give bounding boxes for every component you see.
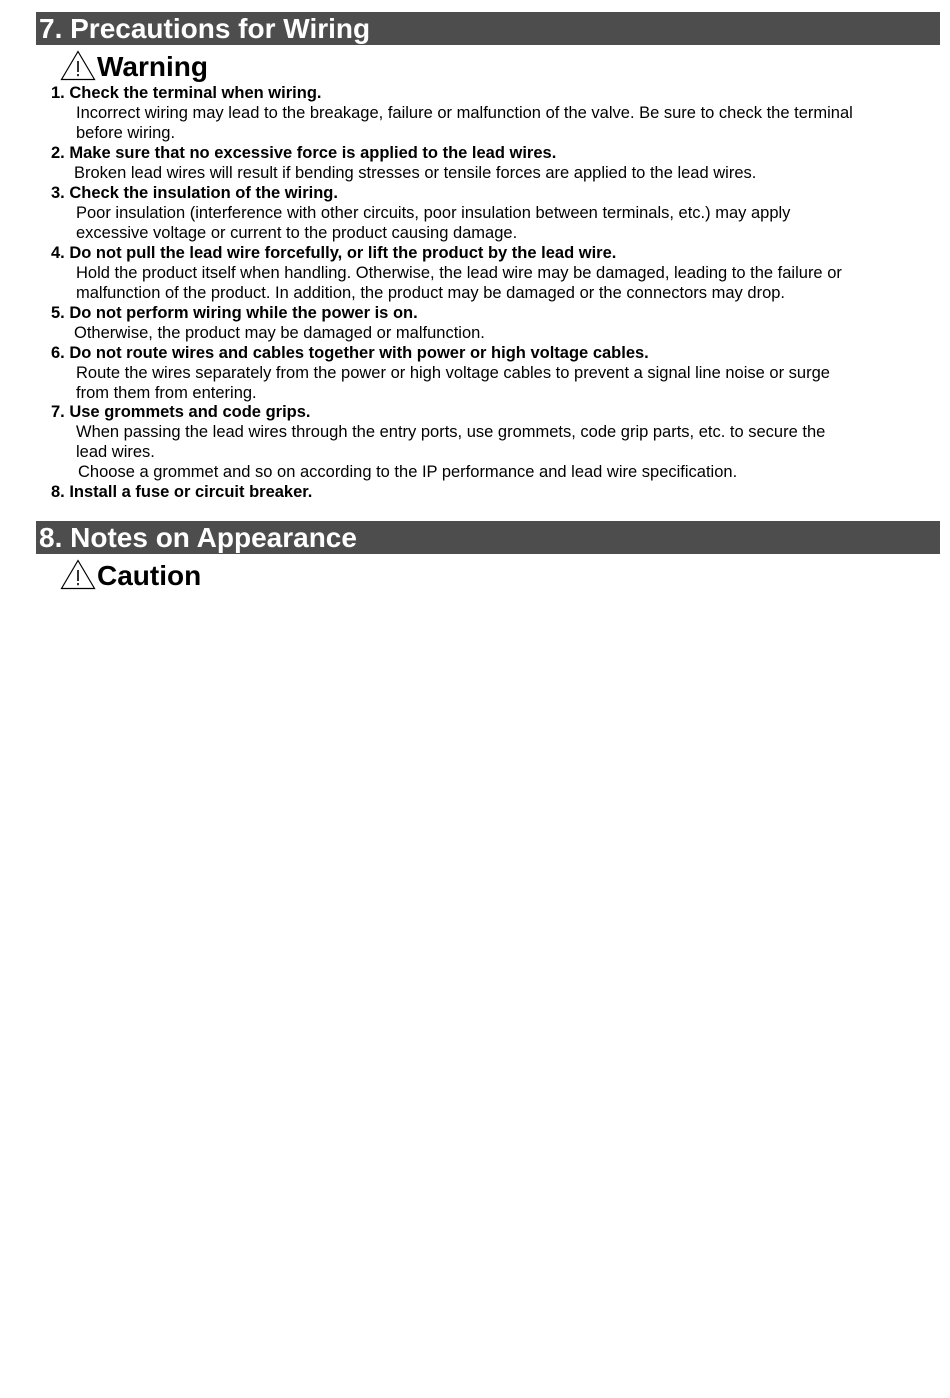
warning-heading — [60, 50, 208, 84]
caution-label: Caution — [97, 560, 202, 591]
precaution-4-text-line-1: Hold the product itself when handling. Otherwise, the lead wire may be damaged, leading to the failure or — [76, 264, 842, 282]
precaution-5-text-line-1: Otherwise, the product may be damaged or malfunction. — [74, 324, 485, 342]
warning-label: Warning — [97, 51, 208, 82]
precaution-3-title: 3. Check the insulation of the wiring. — [51, 184, 338, 202]
precaution-5-title: 5. Do not perform wiring while the power is on. — [51, 304, 418, 322]
precaution-1-text-line-1: Incorrect wiring may lead to the breakage, failure or malfunction of the valve. Be sure to check the terminal — [76, 104, 853, 122]
warning-triangle-icon — [60, 559, 96, 590]
caution-heading — [60, 559, 201, 593]
precaution-6-text-line-1: Route the wires separately from the power or high voltage cables to prevent a signal line noise or surge — [76, 364, 830, 382]
precaution-8-title: 8. Install a fuse or circuit breaker. — [51, 483, 313, 501]
precaution-1-title: 1. Check the terminal when wiring. — [51, 84, 322, 102]
precaution-2-title: 2. Make sure that no excessive force is applied to the lead wires. — [51, 144, 557, 162]
section-7-title: 7. Precautions for Wiring — [36, 12, 940, 45]
precaution-2-text-line-1: Broken lead wires will result if bending stresses or tensile forces are applied to the lead wires. — [74, 164, 757, 182]
precaution-6-title: 6. Do not route wires and cables together with power or high voltage cables. — [51, 344, 649, 362]
precaution-7-title: 7. Use grommets and code grips. — [51, 403, 311, 421]
precaution-3-text-line-2: excessive voltage or current to the product causing damage. — [76, 224, 518, 242]
precaution-4-text-line-2: malfunction of the product. In addition, the product may be damaged or the connectors may drop. — [76, 284, 786, 302]
precaution-1-text-line-2: before wiring. — [76, 124, 176, 142]
precaution-3-text-line-1: Poor insulation (interference with other circuits, poor insulation between terminals, etc.) may apply — [76, 204, 791, 222]
precaution-7-text-line-2: lead wires. — [76, 443, 155, 461]
precaution-6-text-line-2: from them from entering. — [76, 384, 257, 402]
section-8-title: 8. Notes on Appearance — [36, 521, 940, 554]
precaution-7-text-line-1: When passing the lead wires through the entry ports, use grommets, code grip parts, etc. to secure the — [76, 423, 826, 441]
warning-triangle-icon — [60, 50, 96, 81]
precaution-7-text-line-3: Choose a grommet and so on according to the IP performance and lead wire specification. — [78, 463, 738, 481]
precaution-4-title: 4. Do not pull the lead wire forcefully, or lift the product by the lead wire. — [51, 244, 617, 262]
